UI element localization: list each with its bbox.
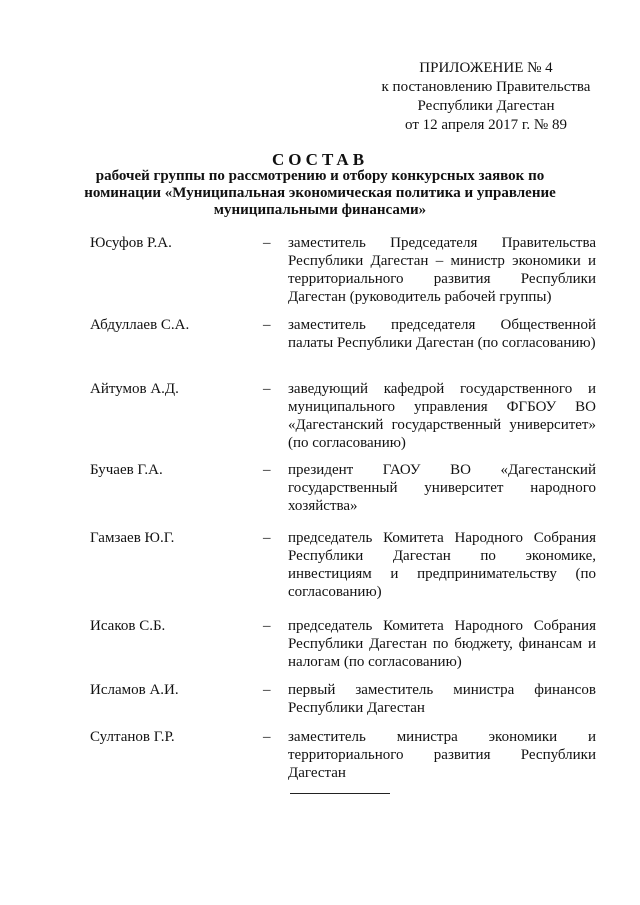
- document-title: СОСТАВ: [271, 150, 369, 169]
- member-role: президент ГАОУ ВО «Дагестанский государственный университет народного хозяйства»: [288, 462, 596, 514]
- member-role: заместитель Председателя Правительства Республики Дагестан – министр экономики и территориального развития Республики Дагестан (руководитель рабочей группы): [288, 235, 596, 305]
- member-name: Исаков С.Б.: [90, 618, 166, 634]
- member-dash: –: [263, 235, 271, 251]
- member-dash: –: [263, 462, 271, 478]
- appendix-date: от 12 апреля 2017 г. № 89: [405, 117, 567, 133]
- appendix-republic: Республики Дагестан: [417, 98, 555, 114]
- member-name: Бучаев Г.А.: [90, 462, 163, 478]
- member-role: председатель Комитета Народного Собрания Республики Дагестан по экономике, инвестициям и предпринимательству (по согласованию): [288, 530, 596, 600]
- end-separator-line: [290, 793, 390, 794]
- appendix-number: ПРИЛОЖЕНИЕ № 4: [419, 60, 553, 76]
- member-dash: –: [263, 530, 271, 546]
- member-name: Абдуллаев С.А.: [90, 317, 190, 333]
- member-name: Юсуфов Р.А.: [90, 235, 172, 251]
- member-dash: –: [263, 381, 271, 397]
- member-dash: –: [263, 682, 271, 698]
- member-role: заместитель министра экономики и территориального развития Республики Дагестан: [288, 729, 596, 781]
- member-name: Исламов А.И.: [90, 682, 179, 698]
- member-role: заведующий кафедрой государственного и муниципального управления ФГБОУ ВО «Дагестанский государственный университет» (по согласованию): [288, 381, 596, 451]
- member-role: заместитель председателя Общественной палаты Республики Дагестан (по согласованию): [288, 317, 596, 351]
- appendix-resolution: к постановлению Правительства: [381, 79, 591, 95]
- member-role: первый заместитель министра финансов Республики Дагестан: [288, 682, 596, 716]
- member-name: Айтумов А.Д.: [90, 381, 179, 397]
- member-name: Гамзаев Ю.Г.: [90, 530, 175, 546]
- member-role: председатель Комитета Народного Собрания Республики Дагестан по бюджету, финансам и налогам (по согласованию): [288, 618, 596, 670]
- member-name: Султанов Г.Р.: [90, 729, 175, 745]
- member-dash: –: [263, 618, 271, 634]
- member-dash: –: [263, 729, 271, 745]
- member-dash: –: [263, 317, 271, 333]
- document-subtitle: рабочей группы по рассмотрению и отбору конкурсных заявок по номинации «Муниципальная экономическая политика и управление муниципальными финансами»: [84, 168, 556, 218]
